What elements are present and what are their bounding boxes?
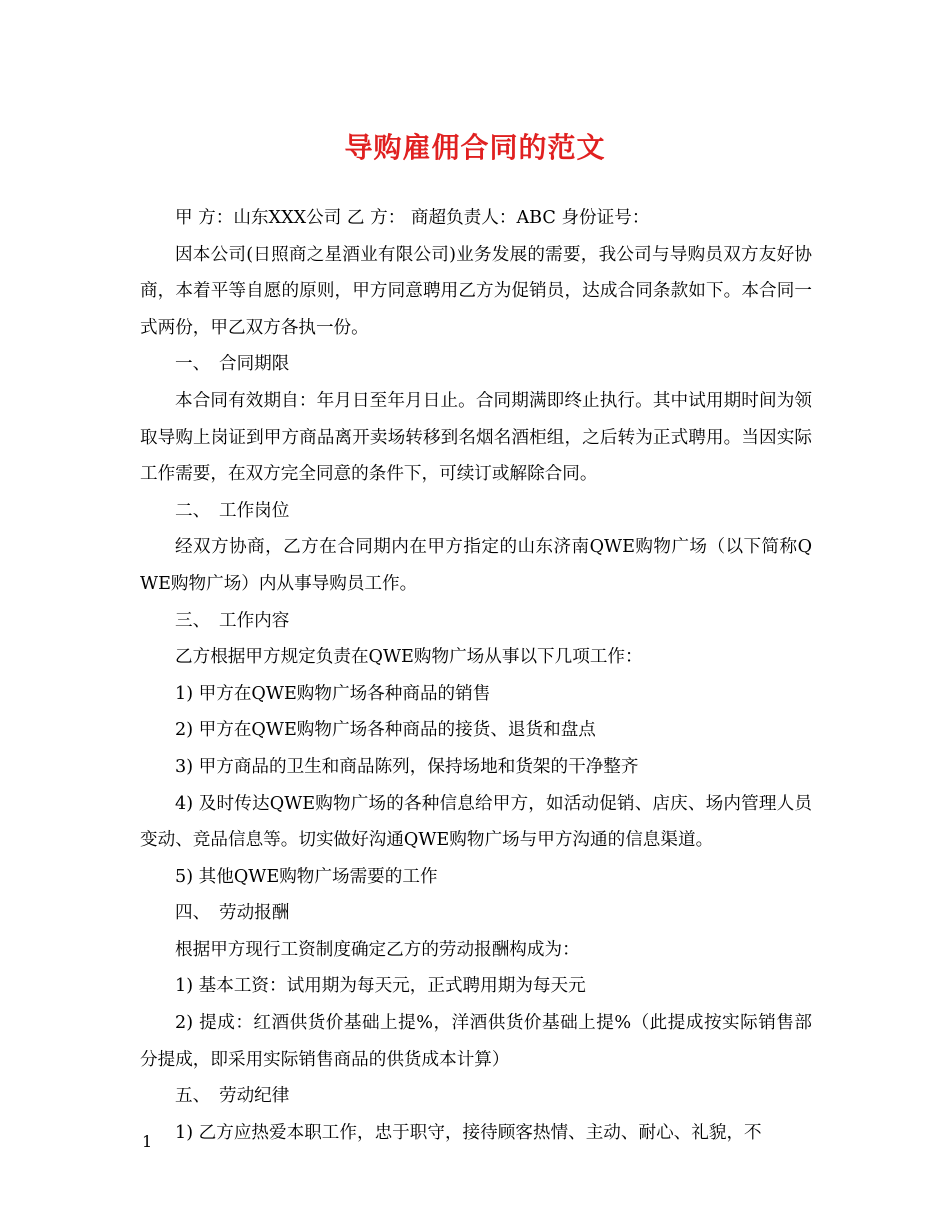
duty-item-1: 1) 甲方在QWE购物广场各种商品的销售 [175, 683, 491, 704]
term-paragraph: 本合同有效期自：年月日至年月日止。合同期满即终止执行。其中试用期时间为领取导购上岗证到甲方商品离开卖场转移到名烟名酒柜组，之后转为正式聘用。当因实际工作需要，在双方完全同意的条件下，可续订或解除合同。 [140, 390, 812, 485]
duty-item-4: 4) 及时传达QWE购物广场的各种信息给甲方，如活动促销、店庆、场内管理人员变动、竞品信息等。切实做好沟通QWE购物广场与甲方沟通的信息渠道。 [140, 793, 812, 851]
document-body [140, 200, 812, 1151]
page-number: 1 [142, 1132, 153, 1151]
pay-intro: 根据甲方现行工资制度确定乙方的劳动报酬构成为： [175, 939, 580, 960]
duty-item-2: 2) 甲方在QWE购物广场各种商品的接货、退货和盘点 [175, 720, 596, 741]
pay-item-2: 2) 提成：红酒供货价基础上提%，洋酒供货价基础上提%（此提成按实际销售部分提成，即采用实际销售商品的供货成本计算） [140, 1013, 812, 1070]
parties-line: 甲 方：山东XXX公司 乙 方： 商超负责人：ABC 身份证号： [175, 208, 650, 228]
duty-item-5: 5) 其他QWE购物广场需要的工作 [175, 866, 438, 887]
section-heading-discipline: 五、 劳动纪律 [175, 1086, 290, 1107]
duty-item-3: 3) 甲方商品的卫生和商品陈列，保持场地和货架的干净整齐 [175, 756, 639, 777]
intro-paragraph: 因本公司(日照商之星酒业有限公司)业务发展的需要，我公司与导购员双方友好协商，本着平等自愿的原则，甲方同意聘用乙方为促销员，达成合同条款如下。本合同一式两份，甲乙双方各执一份。 [140, 244, 812, 338]
pay-item-1: 1) 基本工资：试用期为每天元，正式聘用期为每天元 [175, 976, 586, 997]
position-paragraph: 经双方协商，乙方在合同期内在甲方指定的山东济南QWE购物广场（以下简称QWE购物广场）内从事导购员工作。 [140, 537, 812, 594]
duties-intro: 乙方根据甲方规定负责在QWE购物广场从事以下几项工作： [175, 647, 643, 668]
discipline-item-1: 1) 乙方应热爱本职工作，忠于职守，接待顾客热情、主动、耐心、礼貌，不 [175, 1122, 762, 1143]
section-heading-position: 二、 工作岗位 [175, 500, 290, 521]
document-title: 导购雇佣合同的范文 [344, 131, 606, 164]
section-heading-pay: 四、 劳动报酬 [175, 903, 290, 924]
section-heading-duties: 三、 工作内容 [175, 610, 290, 631]
section-heading-term: 一、 合同期限 [175, 354, 290, 375]
